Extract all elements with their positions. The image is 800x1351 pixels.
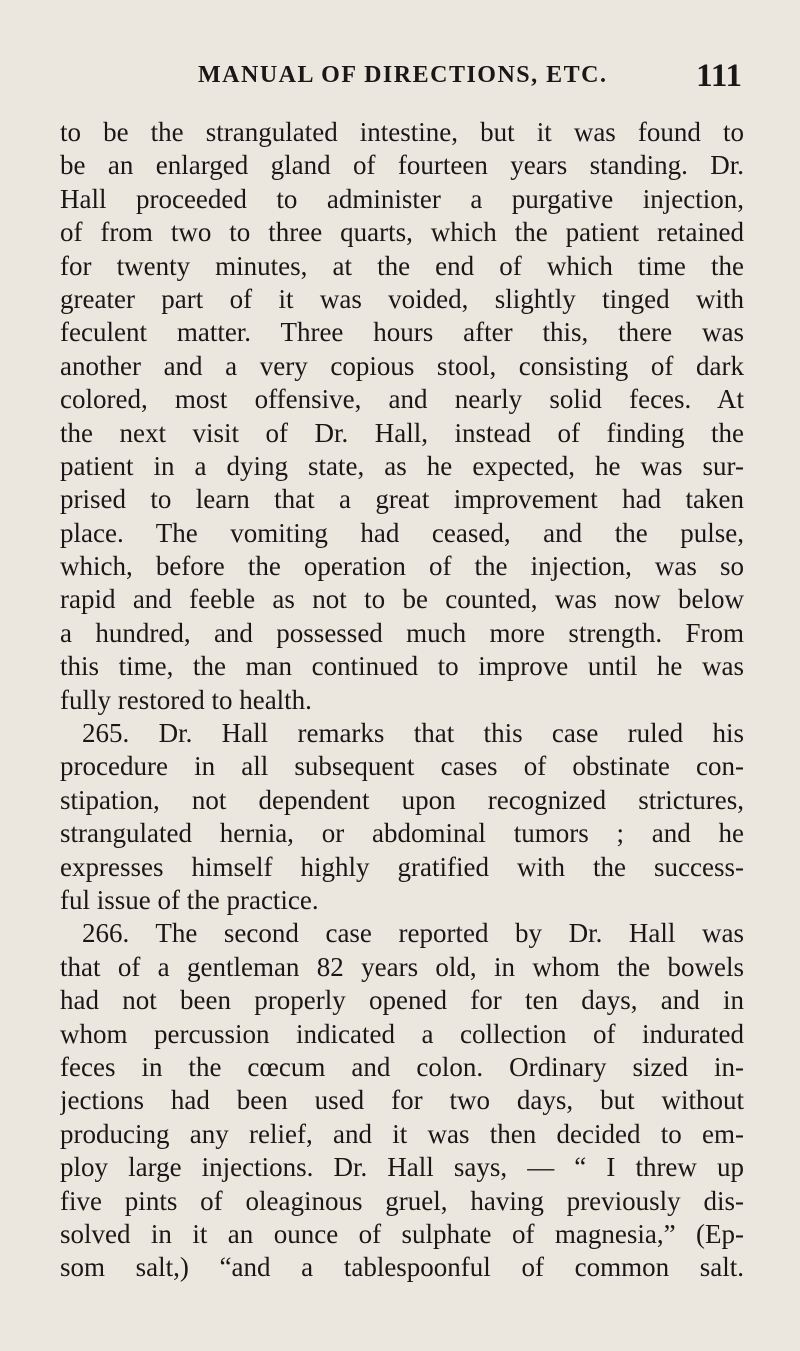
- text-line: the next visit of Dr. Hall, instead of finding the: [60, 417, 744, 448]
- text-line: five pints of oleaginous gruel, having previously dis-: [60, 1185, 744, 1216]
- page-number: 111: [696, 58, 742, 94]
- text-line: ploy large injections. Dr. Hall says, — “ I threw up: [60, 1152, 744, 1183]
- text-line: be an enlarged gland of fourteen years standing. Dr.: [60, 150, 744, 181]
- text-line: place. The vomiting had ceased, and the pulse,: [60, 517, 744, 548]
- text-line: jections had been used for two days, but without: [60, 1085, 744, 1116]
- text-line: another and a very copious stool, consisting of dark: [60, 350, 744, 381]
- text-line: som salt,) “and a tablespoonful of common salt.: [60, 1252, 744, 1283]
- text-line: rapid and feeble as not to be counted, was now below: [60, 584, 744, 615]
- text-line: feculent matter. Three hours after this, there was: [60, 317, 744, 348]
- text-line: expresses himself highly gratified with the success-: [60, 851, 744, 882]
- text-line: procedure in all subsequent cases of obstinate con-: [60, 751, 744, 782]
- text-line: to be the strangulated intestine, but it was found to: [60, 117, 744, 147]
- text-line: this time, the man continued to improve until he was: [60, 651, 744, 682]
- text-line: a hundred, and possessed much more strength. From: [60, 617, 744, 648]
- paragraph-265-start: 265. Dr. Hall remarks that this case ruled his: [82, 718, 744, 749]
- text-line: which, before the operation of the injection, was so: [60, 551, 744, 582]
- text-line: stipation, not dependent upon recognized strictures,: [60, 784, 744, 815]
- text-line: colored, most offensive, and nearly solid feces. At: [60, 384, 744, 415]
- text-line: solved in it an ounce of sulphate of magnesia,” (Ep-: [60, 1218, 744, 1249]
- text-line: patient in a dying state, as he expected, he was sur-: [60, 450, 744, 481]
- text-line: for twenty minutes, at the end of which time the: [60, 250, 744, 281]
- text-line: producing any relief, and it was then decided to em-: [60, 1118, 744, 1149]
- text-line: fully restored to health.: [60, 684, 312, 715]
- text-line: feces in the cœcum and colon. Ordinary sized in-: [60, 1051, 744, 1082]
- text-line: whom percussion indicated a collection of indurated: [60, 1018, 744, 1049]
- running-title: MANUAL OF DIRECTIONS, ETC.: [198, 62, 608, 88]
- running-head: [58, 58, 742, 98]
- text-line: of from two to three quarts, which the patient retained: [60, 217, 744, 248]
- text-line: Hall proceeded to administer a purgative injection,: [60, 183, 744, 214]
- text-line: ful issue of the practice.: [60, 884, 319, 915]
- paragraph-266-start: 266. The second case reported by Dr. Hall was: [82, 918, 744, 949]
- text-line: prised to learn that a great improvement had taken: [60, 484, 744, 515]
- text-line: had not been properly opened for ten days, and in: [60, 985, 744, 1016]
- text-line: that of a gentleman 82 years old, in whom the bowels: [60, 951, 744, 982]
- text-line: strangulated hernia, or abdominal tumors ; and he: [60, 818, 744, 849]
- body-text: [60, 116, 744, 1285]
- text-line: greater part of it was voided, slightly tinged with: [60, 283, 744, 314]
